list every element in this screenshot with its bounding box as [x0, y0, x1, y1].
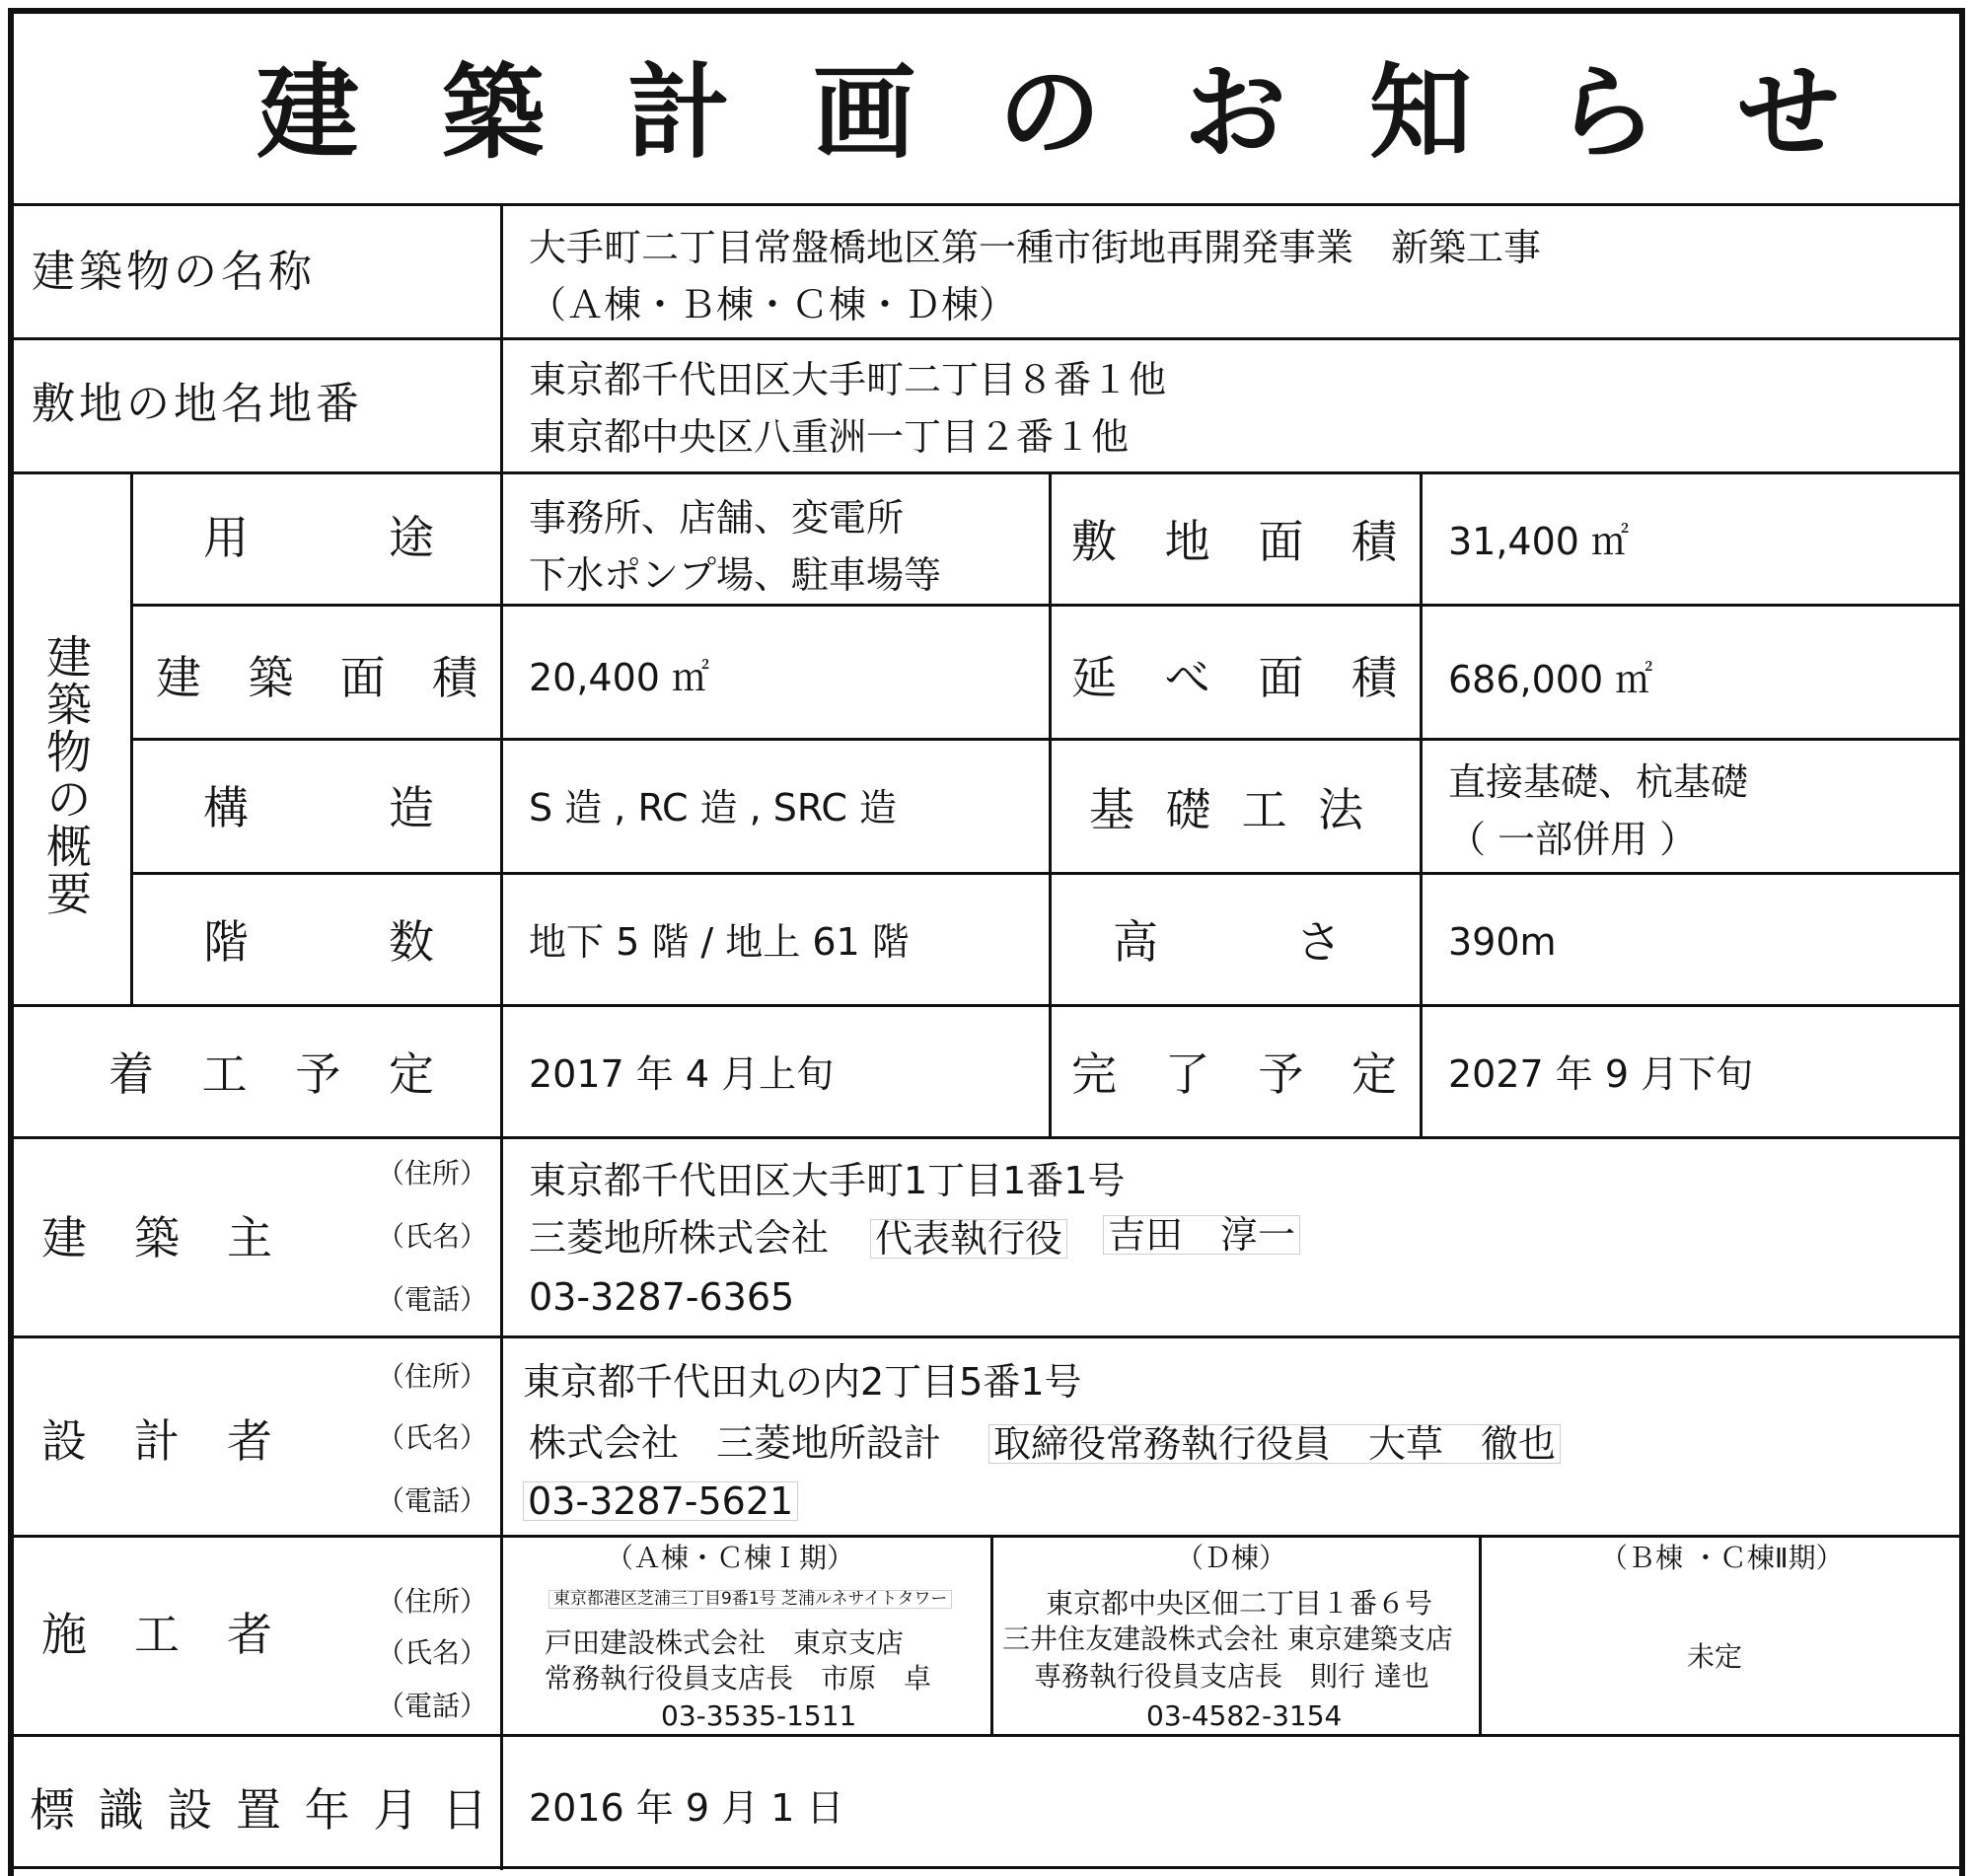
end-value: 2027 年 9 月下旬: [1448, 1052, 1754, 1096]
divider: [8, 1535, 1965, 1538]
contractor-col1-company: 戸田建設株式会社 東京支店: [545, 1626, 905, 1659]
divider: [8, 203, 1965, 206]
contractor-phone-tag: （電話）: [377, 1690, 488, 1722]
contractor-name-tag: （氏名）: [377, 1636, 488, 1669]
site-address-label: 敷地の地名地番: [32, 379, 363, 429]
divider: [130, 604, 1965, 607]
site-address-line2: 東京都中央区八重洲一丁目２番１他: [529, 415, 1130, 459]
designer-company: 株式会社 三菱地所設計: [529, 1421, 942, 1465]
site-area-value: 31,400 ㎡: [1448, 520, 1630, 563]
divider: [130, 738, 1965, 741]
divider: [8, 1004, 1965, 1007]
floors-label: 階 数: [203, 915, 434, 969]
contractor-col2-company: 三井住友建設株式会社 東京建築支店: [1002, 1623, 1453, 1655]
owner-company: 三菱地所株式会社: [529, 1216, 830, 1260]
end-label: 完 了 予 定: [1071, 1047, 1397, 1101]
contractor-col1-phone: 03-3535-1511: [661, 1699, 857, 1732]
designer-phone: 03-3287-5621: [523, 1481, 798, 1521]
divider: [8, 1335, 1965, 1338]
floors-value: 地下 5 階 / 地上 61 階: [529, 920, 910, 964]
contractor-col2-header: （Ｄ棟）: [1176, 1542, 1287, 1574]
building-name-line1: 大手町二丁目常盤橋地区第一種市街地再開発事業 新築工事: [529, 226, 1542, 269]
start-value: 2017 年 4 月上旬: [529, 1052, 835, 1096]
divider: [8, 1136, 1965, 1139]
contractor-col1-address: 東京都港区芝浦三丁目9番1号 芝浦ルネサイトタワー: [548, 1590, 952, 1609]
use-label: 用 途: [203, 511, 434, 564]
site-area-label: 敷 地 面 積: [1071, 515, 1397, 568]
divider: [8, 1734, 1965, 1737]
contractor-col3-status: 未定: [1687, 1640, 1743, 1673]
foundation-line2: （ 一部併用 ）: [1448, 818, 1698, 861]
page-title: 建築計画のお知らせ: [256, 52, 1923, 173]
site-address-line1: 東京都千代田区大手町二丁目８番１他: [529, 358, 1167, 401]
designer-label: 設 計 者: [41, 1414, 272, 1468]
designer-address-tag: （住所）: [377, 1360, 488, 1393]
contractor-col2-person: 専務執行役員支店長 則行 達也: [1034, 1660, 1429, 1693]
divider: [1049, 471, 1052, 1136]
contractor-col1-header: （Ａ棟・Ｃ棟Ｉ期）: [606, 1542, 855, 1574]
owner-person: 吉田 淳一: [1103, 1215, 1300, 1255]
sign-date-label: 標 識 設 置 年 月 日: [30, 1783, 487, 1837]
contractor-col2-phone: 03-4582-3154: [1146, 1699, 1343, 1732]
use-line1: 事務所、店舗、変電所: [529, 496, 905, 540]
contractor-label: 施 工 者: [41, 1608, 272, 1661]
divider: [130, 872, 1965, 875]
divider: [500, 203, 503, 1870]
owner-phone: 03-3287-6365: [529, 1275, 795, 1319]
owner-title: 代表執行役: [870, 1219, 1067, 1259]
divider: [8, 337, 1965, 340]
structure-label: 構 造: [203, 781, 434, 834]
contractor-col3-header: （Ｂ棟 ・Ｃ棟Ⅱ期）: [1600, 1542, 1844, 1574]
start-label: 着 工 予 定: [109, 1047, 434, 1101]
height-value: 390m: [1448, 920, 1557, 964]
building-name-label: 建築物の名称: [32, 247, 316, 297]
sign-date-value: 2016 年 9 月 1 日: [529, 1786, 844, 1830]
divider: [990, 1535, 993, 1734]
floor-area-value: 686,000 ㎡: [1448, 658, 1653, 701]
designer-name-tag: （氏名）: [377, 1421, 488, 1454]
building-name-line2: （Ａ棟・Ｂ棟・Ｃ棟・Ｄ棟）: [529, 283, 1017, 326]
floor-area-label: 延 べ 面 積: [1071, 651, 1397, 704]
owner-address-tag: （住所）: [377, 1157, 488, 1190]
divider: [8, 1866, 1965, 1869]
designer-title-person: 取締役常務執行役員 大草 徹也: [988, 1424, 1561, 1464]
structure-value: S 造 , RC 造 , SRC 造: [529, 786, 898, 830]
overview-group-label: 建築物の概要: [39, 633, 93, 917]
building-area-value: 20,400 ㎡: [529, 656, 710, 699]
foundation-line1: 直接基礎、杭基礎: [1448, 760, 1749, 804]
owner-name-tag: （氏名）: [377, 1220, 488, 1253]
designer-address: 東京都千代田丸の内2丁目5番1号: [523, 1360, 1082, 1404]
use-line2: 下水ポンプ場、駐車場等: [529, 553, 942, 597]
divider: [130, 471, 133, 1004]
contractor-col2-address: 東京都中央区佃二丁目１番６号: [1046, 1587, 1433, 1620]
divider: [1479, 1535, 1482, 1734]
contractor-col1-person: 常務執行役員支店長 市原 卓: [545, 1662, 932, 1695]
owner-phone-tag: （電話）: [377, 1283, 488, 1316]
foundation-label: 基 礎 工 法: [1089, 783, 1363, 836]
divider: [1420, 471, 1423, 1136]
divider: [8, 471, 1965, 474]
contractor-address-tag: （住所）: [377, 1585, 488, 1618]
owner-address: 東京都千代田区大手町1丁目1番1号: [529, 1159, 1126, 1202]
building-area-label: 建 築 面 積: [156, 651, 477, 704]
designer-phone-tag: （電話）: [377, 1484, 488, 1517]
height-label: 高 さ: [1113, 915, 1342, 969]
owner-label: 建 築 主: [41, 1211, 272, 1264]
